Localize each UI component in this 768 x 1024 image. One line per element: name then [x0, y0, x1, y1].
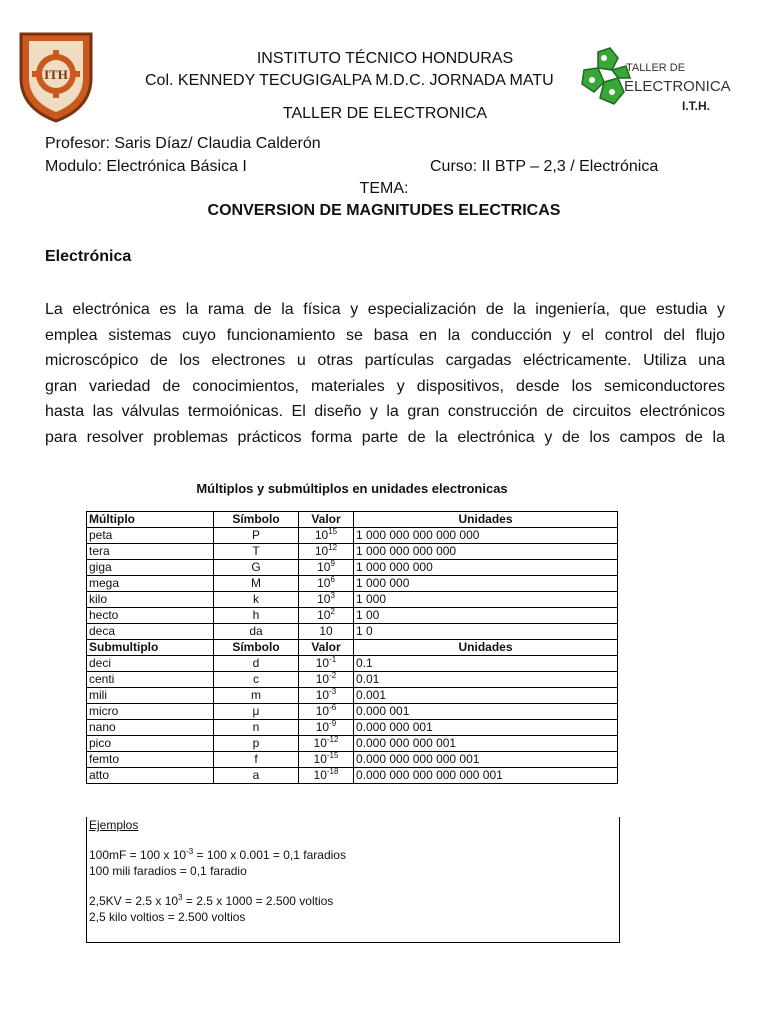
- prefix-name: mega: [87, 576, 214, 592]
- paragraph-line: gran variedad de conocimientos, materiales y dispositivos, desde los semiconductores: [45, 377, 725, 395]
- prefix-name: pico: [87, 736, 214, 752]
- prefix-symbol: a: [214, 768, 299, 784]
- column-header: Valor: [299, 640, 354, 656]
- prefix-symbol: d: [214, 656, 299, 672]
- prefix-symbol: G: [214, 560, 299, 576]
- paragraph-line: hasta las válvulas termoiónicas. El diseño y la gran construcción de circuitos electrónicos: [45, 403, 725, 420]
- prefix-value: $10^{12}$: [299, 544, 354, 560]
- prefix-units: 1 000 000: [354, 576, 618, 592]
- taller-electronica-logo: [578, 44, 731, 116]
- topic-title: CONVERSION DE MAGNITUDES ELECTRICAS: [207, 202, 561, 219]
- prefix-symbol: c: [214, 672, 299, 688]
- prefix-symbol: h: [214, 608, 299, 624]
- prefix-value: $10^2$: [299, 608, 354, 624]
- example-line: 100mF = 100 x $10^{-3} = 100$ x 0.001 = 0,1 faradios: [89, 847, 346, 862]
- prefix-value: $10^6$: [299, 576, 354, 592]
- prefix-units: 1 000 000 000 000 000: [354, 528, 618, 544]
- prefix-name: tera: [87, 544, 214, 560]
- prefix-units: 0.001: [354, 688, 618, 704]
- prefix-units: 0.000 001: [354, 704, 618, 720]
- prefix-name: mili: [87, 688, 214, 704]
- paragraph-line: microscópico de los electrones u otras partículas cargadas eléctricamente. Utiliza una: [45, 352, 725, 369]
- column-header: Unidades: [354, 640, 618, 656]
- prefix-name: peta: [87, 528, 214, 544]
- prefix-units: 0.000 000 001: [354, 720, 618, 736]
- column-header: Unidades: [354, 512, 618, 528]
- paragraph-line: La electrónica es la rama de la física y especialización de la ingeniería, que estudia y: [45, 301, 725, 318]
- table-row: [87, 624, 618, 640]
- table-row: [87, 752, 618, 768]
- institute-address: Col. KENNEDY TECUGIGALPA M.D.C. JORNADA MATU: [145, 72, 554, 89]
- table-row: [87, 656, 618, 672]
- prefix-name: giga: [87, 560, 214, 576]
- prefix-units: 0.01: [354, 672, 618, 688]
- paragraph-line: emplea sistemas cuyo funcionamiento se basa en la conducción y el control del flujo: [45, 326, 725, 344]
- prefix-units: 1 000 000 000: [354, 560, 618, 576]
- institute-name: INSTITUTO TÉCNICO HONDURAS: [256, 50, 514, 67]
- example-line: 2,5 kilo voltios = 2.500 voltios: [89, 910, 246, 924]
- prefix-symbol: M: [214, 576, 299, 592]
- prefix-value: $10^{-15}$: [299, 752, 354, 768]
- logo-text-3: I.T.H.: [682, 99, 711, 113]
- prefix-name: atto: [87, 768, 214, 784]
- table-row: [87, 592, 618, 608]
- prefix-value: $10^{-6}$: [299, 704, 354, 720]
- column-header: Valor: [299, 512, 354, 528]
- logo-text-2: ELECTRONICA: [624, 78, 731, 95]
- table-header-row: [87, 640, 618, 656]
- department-title: TALLER DE ELECTRONICA: [282, 105, 488, 122]
- prefix-name: kilo: [87, 592, 214, 608]
- table-row: [87, 528, 618, 544]
- module-line: Modulo: Electrónica Básica I: [45, 158, 247, 175]
- prefix-symbol: da: [214, 624, 299, 640]
- prefix-name: hecto: [87, 608, 214, 624]
- table-title: Múltiplos y submúltiplos en unidades electronicas: [196, 481, 508, 496]
- prefix-value: $10^{15}$: [299, 528, 354, 544]
- prefix-value: $10^{-18}$: [299, 768, 354, 784]
- prefix-symbol: P: [214, 528, 299, 544]
- topic-label: TEMA:: [359, 180, 409, 197]
- prefix-symbol: T: [214, 544, 299, 560]
- logo-text-1: TALLER DE: [626, 62, 686, 74]
- shield-monogram: ITH: [44, 67, 68, 82]
- prefix-symbol: m: [214, 688, 299, 704]
- prefix-units: 1 00: [354, 608, 618, 624]
- prefix-value: $10^9$: [299, 560, 354, 576]
- table-header-row: [87, 512, 618, 528]
- table-row: [87, 720, 618, 736]
- prefix-value: $10^{-2}$: [299, 672, 354, 688]
- prefix-units: 0.000 000 000 001: [354, 736, 618, 752]
- prefix-symbol: n: [214, 720, 299, 736]
- examples-box: [86, 817, 620, 943]
- paragraph-line: para resolver problemas prácticos forma parte de la electrónica y de los campos de la: [45, 428, 725, 446]
- prefix-symbol: p: [214, 736, 299, 752]
- table-row: [87, 768, 618, 784]
- institute-shield-logo: [17, 28, 95, 124]
- prefix-value: $10^{-1}$: [299, 656, 354, 672]
- table-row: [87, 560, 618, 576]
- example-line: 100 mili faradios = 0,1 faradio: [89, 864, 247, 878]
- units-table: [86, 511, 618, 784]
- prefix-name: deci: [87, 656, 214, 672]
- table-row: [87, 576, 618, 592]
- example-line: 2,5KV = 2.5 x $10^3 = 2.5$ x 1000 = 2.500 voltios: [89, 893, 334, 908]
- column-header: Múltiplo: [87, 512, 214, 528]
- examples-label: Ejemplos: [89, 818, 139, 832]
- prefix-value: 10: [299, 624, 354, 640]
- table-row: [87, 688, 618, 704]
- prefix-name: femto: [87, 752, 214, 768]
- prefix-symbol: μ: [214, 704, 299, 720]
- prefix-value: $10^3$: [299, 592, 354, 608]
- column-header: Símbolo: [214, 640, 299, 656]
- prefix-units: 1 000: [354, 592, 618, 608]
- section-heading: Electrónica: [45, 248, 132, 265]
- table-row: [87, 704, 618, 720]
- prefix-value: $10^{-3}$: [299, 688, 354, 704]
- prefix-value: $10^{-12}$: [299, 736, 354, 752]
- prefix-units: 0.1: [354, 656, 618, 672]
- prefix-symbol: k: [214, 592, 299, 608]
- prefix-units: 1 0: [354, 624, 618, 640]
- prefix-name: nano: [87, 720, 214, 736]
- prefix-units: 1 000 000 000 000: [354, 544, 618, 560]
- professor-line: Profesor: Saris Díaz/ Claudia Calderón: [45, 135, 321, 152]
- section-paragraph: [45, 297, 725, 450]
- prefix-units: 0.000 000 000 000 000 001: [354, 768, 618, 784]
- table-row: [87, 608, 618, 624]
- table-row: [87, 672, 618, 688]
- table-row: [87, 544, 618, 560]
- course-line: Curso: II BTP – 2,3 / Electrónica: [430, 158, 659, 175]
- prefix-name: micro: [87, 704, 214, 720]
- table-row: [87, 736, 618, 752]
- prefix-name: centi: [87, 672, 214, 688]
- column-header: Símbolo: [214, 512, 299, 528]
- prefix-units: 0.000 000 000 000 001: [354, 752, 618, 768]
- column-header: Submultiplo: [87, 640, 214, 656]
- prefix-symbol: f: [214, 752, 299, 768]
- prefix-name: deca: [87, 624, 214, 640]
- prefix-value: $10^{-9}$: [299, 720, 354, 736]
